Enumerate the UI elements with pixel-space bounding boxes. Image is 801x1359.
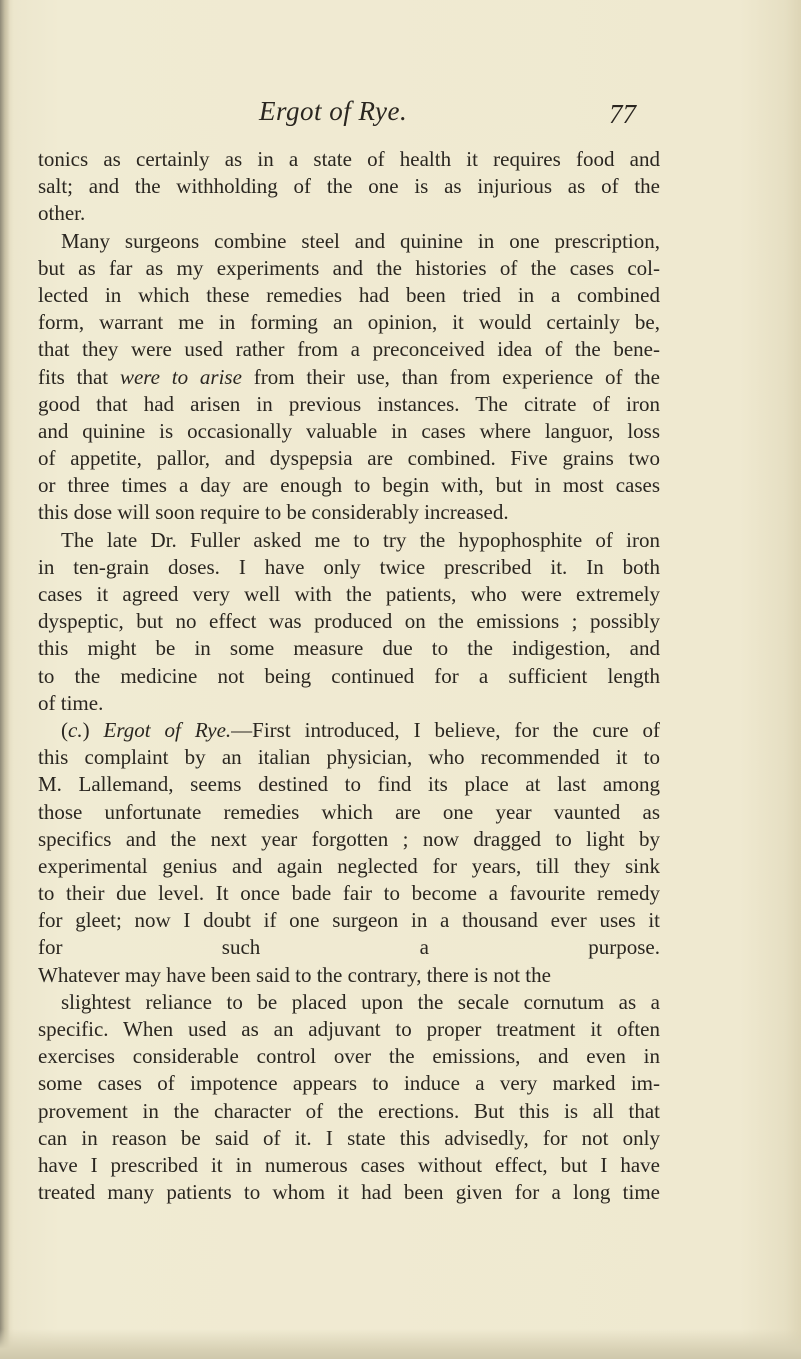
running-head: Ergot of Rye.: [259, 96, 408, 126]
text-segment: slightest reliance to be placed upon the secale cornutum as a: [61, 989, 660, 1014]
text-line: [38, 336, 660, 363]
text-line: [38, 744, 660, 771]
text-line: [38, 445, 660, 472]
text-segment: (: [61, 717, 68, 742]
text-segment: dyspeptic, but no effect was produced on the emissions ; possibly: [38, 609, 660, 634]
text-line: [38, 581, 660, 608]
text-line: [38, 1179, 660, 1206]
text-segment: in ten-grain doses. I have only twice prescribed it. In both: [38, 554, 660, 579]
text-segment: The late Dr. Fuller asked me to try the hypophosphite of iron: [61, 527, 660, 552]
text-line: [38, 1070, 660, 1097]
text-line: [38, 1043, 660, 1070]
text-segment: to their due level. It once bade fair to become a favourite remedy: [38, 881, 660, 906]
text-segment: or three times a day are enough to begin with, but in most cases: [38, 473, 660, 498]
text-line: [38, 880, 660, 907]
text-line: [38, 282, 660, 309]
italic-text: were to arise: [119, 364, 242, 389]
text-line: [38, 989, 660, 1016]
text-segment: but as far as my experiments and the histories of the cases col-: [38, 255, 660, 280]
text-line: [38, 826, 660, 853]
text-segment: specific. When used as an adjuvant to proper treatment it often: [38, 1017, 660, 1041]
text-line: [38, 391, 660, 418]
text-segment: this might be in some measure due to the indigestion, and: [38, 636, 660, 661]
text-segment: for such a purpose.: [38, 935, 660, 960]
text-segment: —First introduced, I believe, for the cure of: [231, 717, 660, 742]
text-segment: can in reason be said of it. I state this advisedly, for not only: [38, 1125, 660, 1150]
text-segment: fits that: [38, 364, 120, 389]
italic-text: c.: [68, 717, 83, 742]
body-text: [38, 146, 660, 1206]
text-line: [38, 1125, 660, 1152]
text-line: [38, 1016, 660, 1043]
text-line: [38, 173, 660, 200]
text-segment: form, warrant me in forming an opinion, it would certainly be,: [38, 310, 660, 335]
page-bottom-shadow: [0, 1329, 801, 1359]
text-segment: cases it agreed very well with the patients, who were extremely: [38, 582, 660, 606]
text-line: [38, 635, 660, 662]
text-segment: treated many patients to whom it had been given for a long time: [38, 1180, 660, 1205]
text-line: [38, 364, 660, 391]
text-segment: other.: [38, 201, 86, 226]
text-line: [38, 309, 660, 336]
text-segment: of appetite, pallor, and dyspepsia are combined. Five grains two: [38, 446, 660, 471]
text-segment: from their use, than from experience of the: [241, 364, 660, 389]
text-line: [38, 608, 660, 635]
text-segment: of time.: [38, 690, 104, 715]
text-line: [38, 146, 660, 173]
text-line: [38, 853, 660, 880]
text-segment: M. Lallemand, seems destined to find its place at last among: [38, 772, 660, 797]
text-segment: salt; and the withholding of the one is as injurious as of the: [38, 174, 660, 199]
text-segment: to the medicine not being continued for a sufficient length: [38, 663, 660, 688]
text-segment: those unfortunate remedies which are one year vaunted as: [38, 799, 660, 824]
text-line: [38, 1152, 660, 1179]
text-line: [38, 907, 660, 934]
text-line: [38, 228, 660, 255]
text-segment: for gleet; now I doubt if one surgeon in a thousand ever uses it: [38, 908, 660, 933]
text-segment: good that had arisen in previous instances. The citrate of iron: [38, 391, 660, 416]
text-segment: this dose will soon require to be considerably increased.: [38, 500, 509, 525]
text-segment: and quinine is occasionally valuable in cases where languor, loss: [38, 418, 660, 443]
text-segment: provement in the character of the erections. But this is all that: [38, 1098, 660, 1123]
text-segment: some cases of impotence appears to induce a very marked im-: [38, 1071, 660, 1096]
text-line: [38, 527, 660, 554]
text-line: [38, 771, 660, 798]
text-line: [38, 934, 660, 961]
text-line: [38, 663, 660, 690]
text-line: [38, 418, 660, 445]
text-segment: lected in which these remedies had been tried in a combined: [38, 282, 660, 307]
page-binding-edge: [0, 0, 10, 1359]
text-segment: that they were used rather from a preconceived idea of the bene-: [38, 337, 660, 362]
text-line: [38, 499, 660, 526]
text-line: [38, 200, 660, 227]
text-segment: this complaint by an italian physician, who recommended it to: [38, 745, 660, 770]
text-line: [38, 690, 660, 717]
text-line: [38, 255, 660, 282]
text-line: [38, 962, 660, 989]
text-segment: Whatever may have been said to the contrary, there is not the: [38, 962, 551, 987]
text-segment: tonics as certainly as in a state of health it requires food and: [38, 147, 660, 171]
text-line: [38, 799, 660, 826]
text-line: [38, 1098, 660, 1125]
text-segment: exercises considerable control over the emissions, and even in: [38, 1044, 660, 1069]
page-number: 77: [609, 99, 636, 129]
italic-text: Ergot of Rye.: [103, 717, 232, 742]
text-line: [38, 717, 660, 744]
text-segment: have I prescribed it in numerous cases without effect, but I have: [38, 1152, 660, 1177]
text-segment: ): [82, 717, 104, 742]
text-line: [38, 554, 660, 581]
text-segment: specifics and the next year forgotten ; now dragged to light by: [38, 826, 660, 851]
text-segment: Many surgeons combine steel and quinine in one prescription,: [61, 228, 660, 253]
text-segment: experimental genius and again neglected for years, till they sink: [38, 853, 660, 878]
text-line: [38, 472, 660, 499]
